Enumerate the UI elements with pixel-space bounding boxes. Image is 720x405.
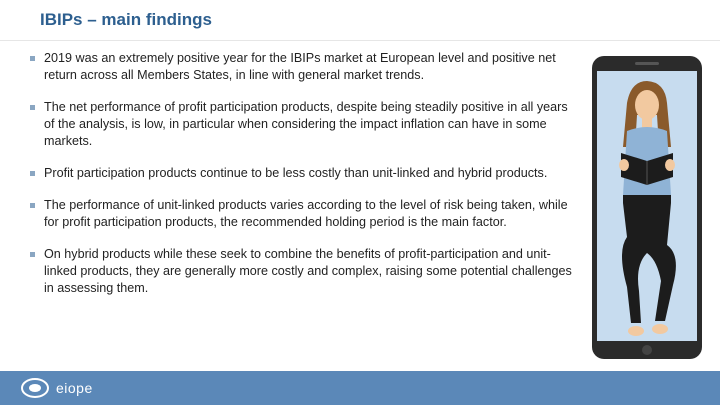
title-divider	[0, 40, 720, 41]
footer-logo	[20, 377, 93, 399]
eiopa-logo-icon	[20, 377, 50, 399]
footer-bar	[0, 371, 720, 405]
slide-title: IBIPs – main findings	[40, 10, 212, 29]
finding-text: On hybrid products while these seek to combine the benefits of profit-participation and unit-linked products, they are generally more costly and complex, raising some potential challenges in assessing them.	[44, 247, 572, 295]
square-bullet-icon	[30, 171, 35, 176]
square-bullet-icon	[30, 105, 35, 110]
finding-item	[28, 165, 573, 182]
square-bullet-icon	[30, 56, 35, 61]
square-bullet-icon	[30, 252, 35, 257]
woman-reading-on-phone-illustration	[591, 55, 703, 360]
finding-item	[28, 99, 573, 150]
square-bullet-icon	[30, 203, 35, 208]
findings-list	[28, 50, 573, 312]
finding-text: The net performance of profit participation products, despite being steadily positive in all years of the analysis, is low, in particular when considering the impact inflation can have in some markets.	[44, 100, 568, 148]
finding-text: 2019 was an extremely positive year for the IBIPs market at European level and positive net return across all Members States, in line with general market trends.	[44, 51, 556, 82]
finding-item	[28, 50, 573, 84]
title-bar	[0, 0, 720, 40]
finding-item	[28, 246, 573, 297]
finding-text: The performance of unit-linked products varies according to the level of risk being taken, while for profit participation products, the recommended holding period is the main factor.	[44, 198, 568, 229]
finding-item	[28, 197, 573, 231]
logo-text: eiope	[56, 380, 93, 396]
finding-text: Profit participation products continue to be less costly than unit-linked and hybrid products.	[44, 166, 548, 180]
